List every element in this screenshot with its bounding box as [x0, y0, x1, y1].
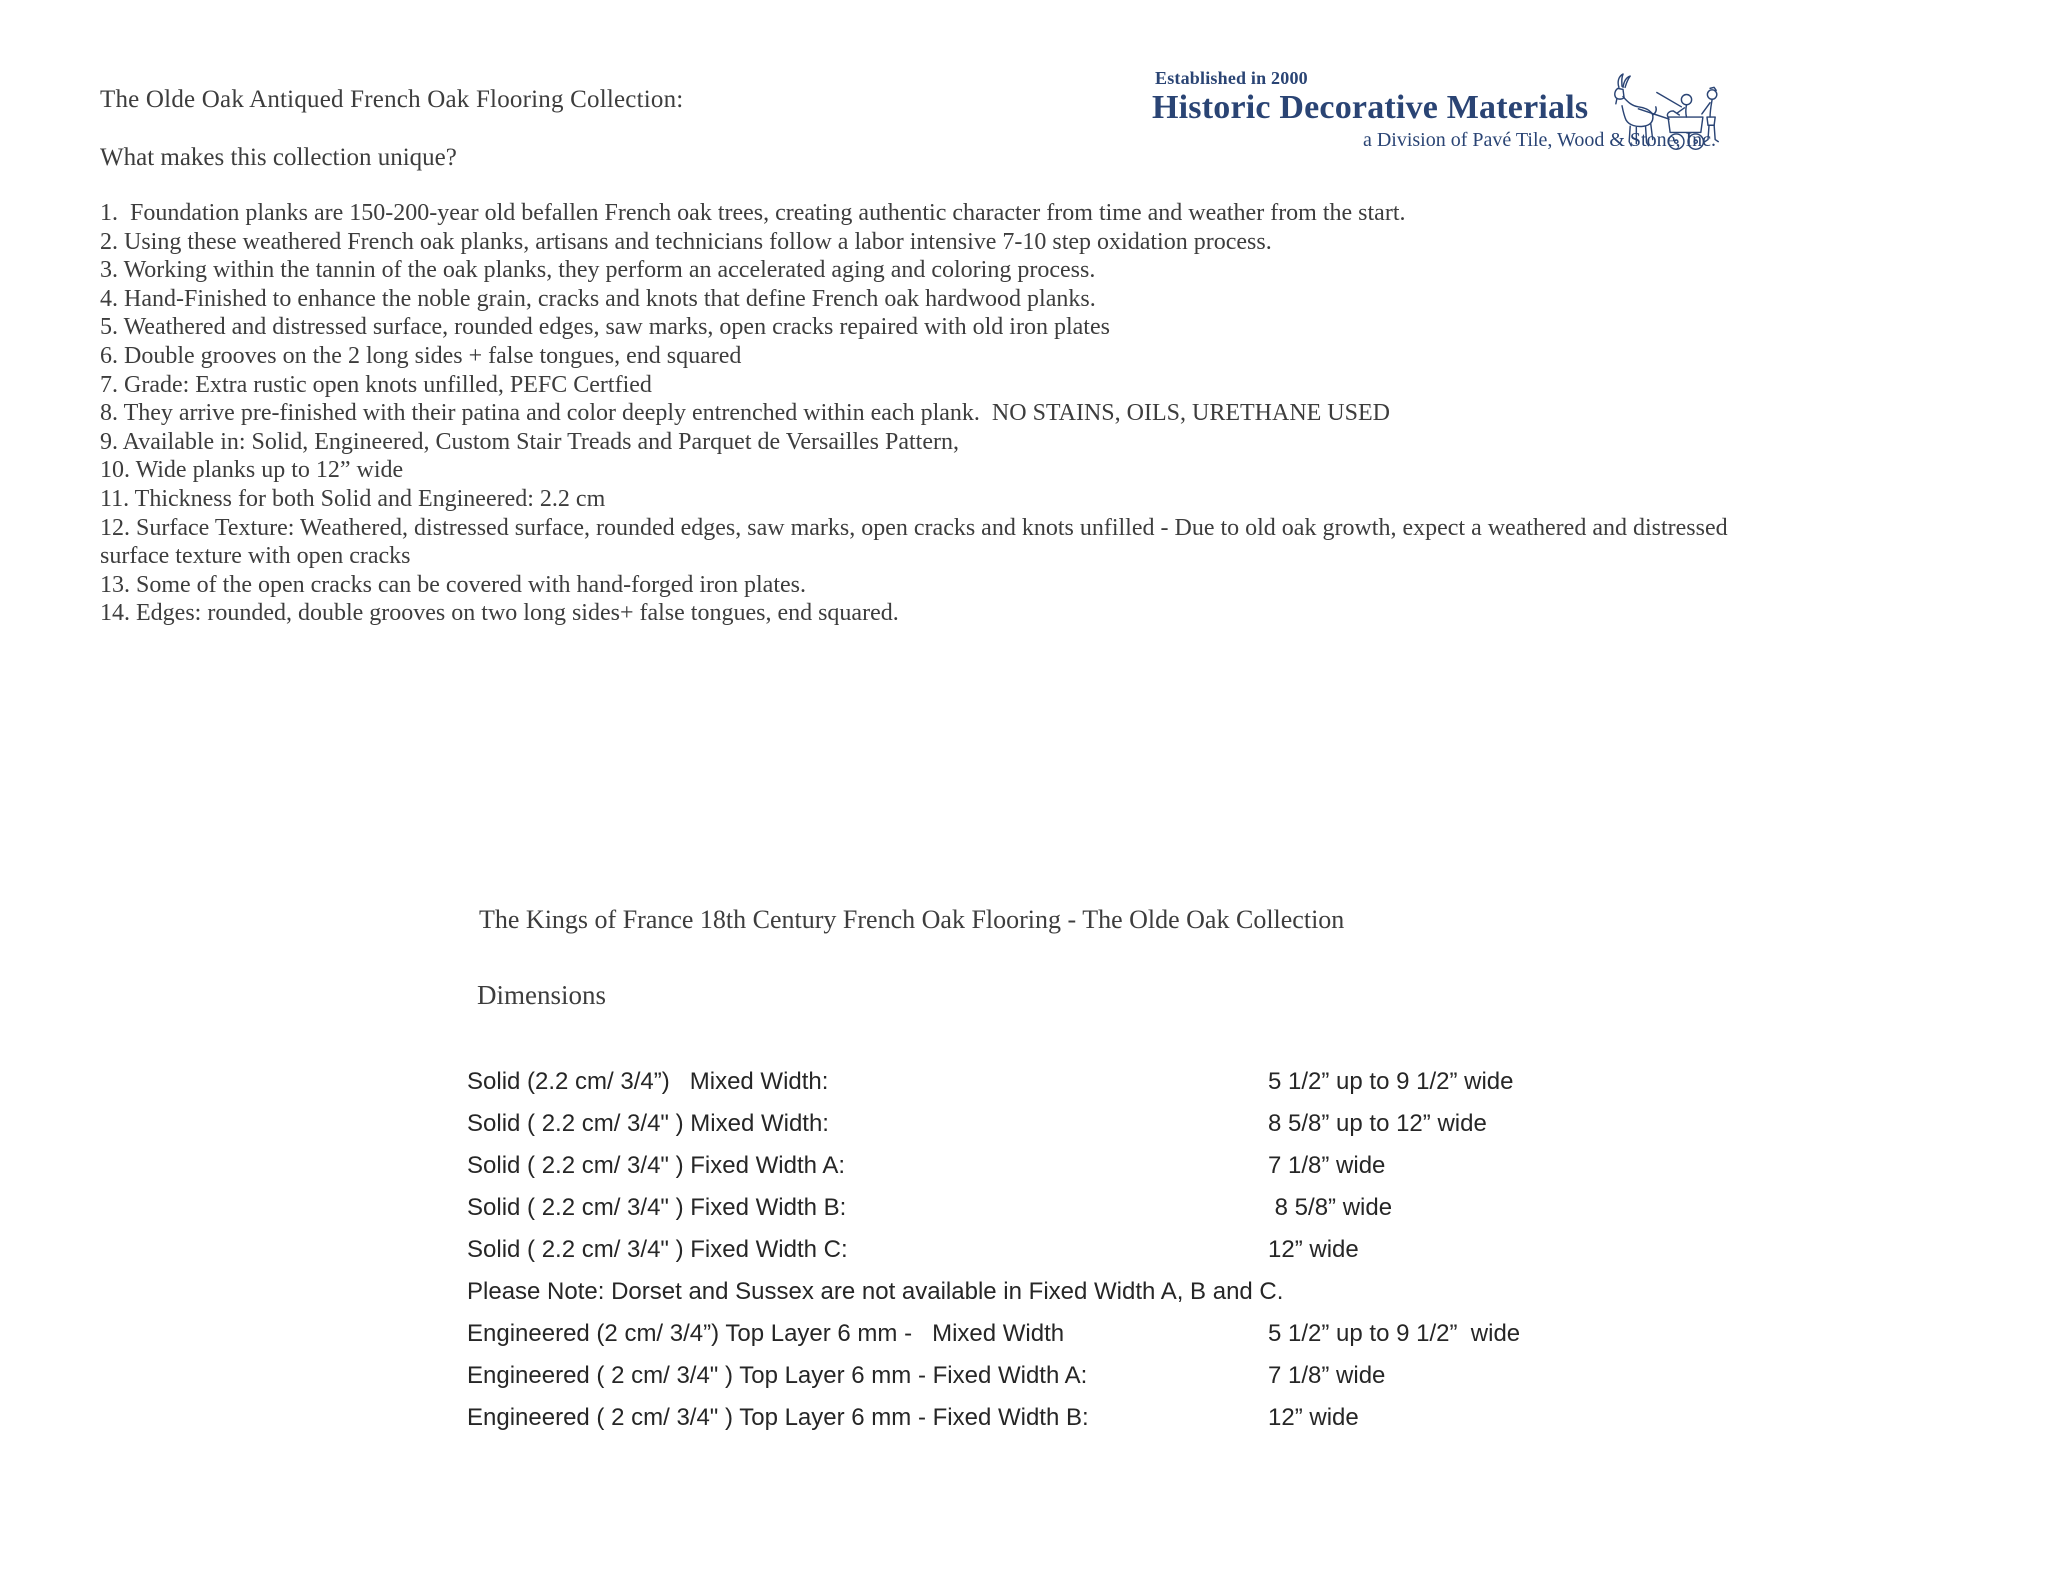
feature-list-item: 6. Double grooves on the 2 long sides + false tongues, end squared	[100, 342, 742, 369]
dimensions-table	[467, 1068, 1520, 1446]
feature-list-item: 12. Surface Texture: Weathered, distressed surface, rounded edges, saw marks, open cracks and knots unfilled - Due to old oak growth, expect a weathered and distressed surface texture with open cracks	[100, 514, 1734, 570]
brand-logo	[1152, 68, 1718, 152]
dimension-value: 5 1/2” up to 9 1/2” wide	[1268, 1068, 1514, 1095]
feature-list-item: 4. Hand-Finished to enhance the noble grain, cracks and knots that define French oak hardwood planks.	[100, 285, 1096, 312]
dimension-label: Solid ( 2.2 cm/ 3/4" ) Mixed Width:	[467, 1110, 829, 1137]
feature-list-item: 13. Some of the open cracks can be covered with hand-forged iron plates.	[100, 571, 806, 598]
feature-list	[100, 199, 1734, 628]
logo-division-text: a Division of Pavé Tile, Wood & Stone, Inc.	[1362, 128, 1716, 151]
logo-brand-name: Historic Decorative Materials	[1152, 89, 1589, 126]
feature-list-item: 1. Foundation planks are 150-200-year old befallen French oak trees, creating authentic character from time and weather from the start.	[100, 200, 1406, 226]
feature-list-item: 10. Wide planks up to 12” wide	[100, 457, 404, 484]
dimension-row	[467, 1236, 1520, 1278]
logo-established-text: Established in 2000	[1155, 68, 1308, 88]
dimension-value: 5 1/2” up to 9 1/2” wide	[1268, 1320, 1521, 1347]
feature-list-item: 9. Available in: Solid, Engineered, Custom Stair Treads and Parquet de Versailles Pattern,	[100, 428, 959, 455]
intro-question: What makes this collection unique?	[100, 144, 457, 171]
collection-heading: The Kings of France 18th Century French Oak Flooring - The Olde Oak Collection	[479, 905, 1345, 934]
feature-list-item: 7. Grade: Extra rustic open knots unfilled, PEFC Certfied	[100, 371, 652, 398]
dimension-value: 12” wide	[1268, 1404, 1359, 1431]
feature-list-item: 2. Using these weathered French oak planks, artisans and technicians follow a labor intensive 7-10 step oxidation process.	[100, 228, 1272, 255]
dimension-row-note	[467, 1278, 1520, 1320]
feature-list-item: 14. Edges: rounded, double grooves on two long sides+ false tongues, end squared.	[100, 600, 899, 627]
dimension-row	[467, 1068, 1520, 1110]
dimension-value: 8 5/8” wide	[1268, 1194, 1393, 1221]
dimension-row	[467, 1110, 1520, 1152]
feature-list-item: 5. Weathered and distressed surface, rounded edges, saw marks, open cracks repaired with old iron plates	[100, 314, 1110, 341]
dimension-value: 8 5/8” up to 12” wide	[1268, 1110, 1487, 1137]
dimension-value: 12” wide	[1268, 1236, 1359, 1263]
dimensions-heading: Dimensions	[477, 980, 607, 1010]
dimension-row	[467, 1362, 1520, 1404]
goat-cart-illustration	[1606, 72, 1724, 158]
dimension-label: Engineered ( 2 cm/ 3/4" ) Top Layer 6 mm - Fixed Width B:	[467, 1404, 1089, 1431]
dimension-row	[467, 1152, 1520, 1194]
dimension-row	[467, 1320, 1520, 1362]
dimension-label: Solid ( 2.2 cm/ 3/4" ) Fixed Width B:	[467, 1194, 847, 1221]
dimension-label: Solid ( 2.2 cm/ 3/4" ) Fixed Width A:	[467, 1152, 845, 1179]
feature-list-item: 11. Thickness for both Solid and Engineered: 2.2 cm	[100, 485, 606, 512]
dimension-note: Please Note: Dorset and Sussex are not available in Fixed Width A, B and C.	[467, 1278, 1284, 1305]
dimension-label: Engineered (2 cm/ 3/4”) Top Layer 6 mm - Mixed Width	[467, 1320, 1065, 1347]
dimension-value: 7 1/8” wide	[1268, 1152, 1386, 1179]
feature-list-item: 3. Working within the tannin of the oak planks, they perform an accelerated aging and coloring process.	[100, 257, 1096, 284]
dimension-value: 7 1/8” wide	[1268, 1362, 1386, 1389]
dimension-label: Solid (2.2 cm/ 3/4”) Mixed Width:	[467, 1068, 829, 1095]
feature-list-item: 8. They arrive pre-finished with their patina and color deeply entrenched within each plank. NO STAINS, OILS, URETHANE USED	[100, 400, 1390, 427]
dimension-label: Engineered ( 2 cm/ 3/4" ) Top Layer 6 mm - Fixed Width A:	[467, 1362, 1088, 1389]
dimension-label: Solid ( 2.2 cm/ 3/4" ) Fixed Width C:	[467, 1236, 848, 1263]
page-title: The Olde Oak Antiqued French Oak Flooring Collection:	[100, 86, 684, 113]
dimension-row	[467, 1404, 1520, 1446]
dimension-row	[467, 1194, 1520, 1236]
